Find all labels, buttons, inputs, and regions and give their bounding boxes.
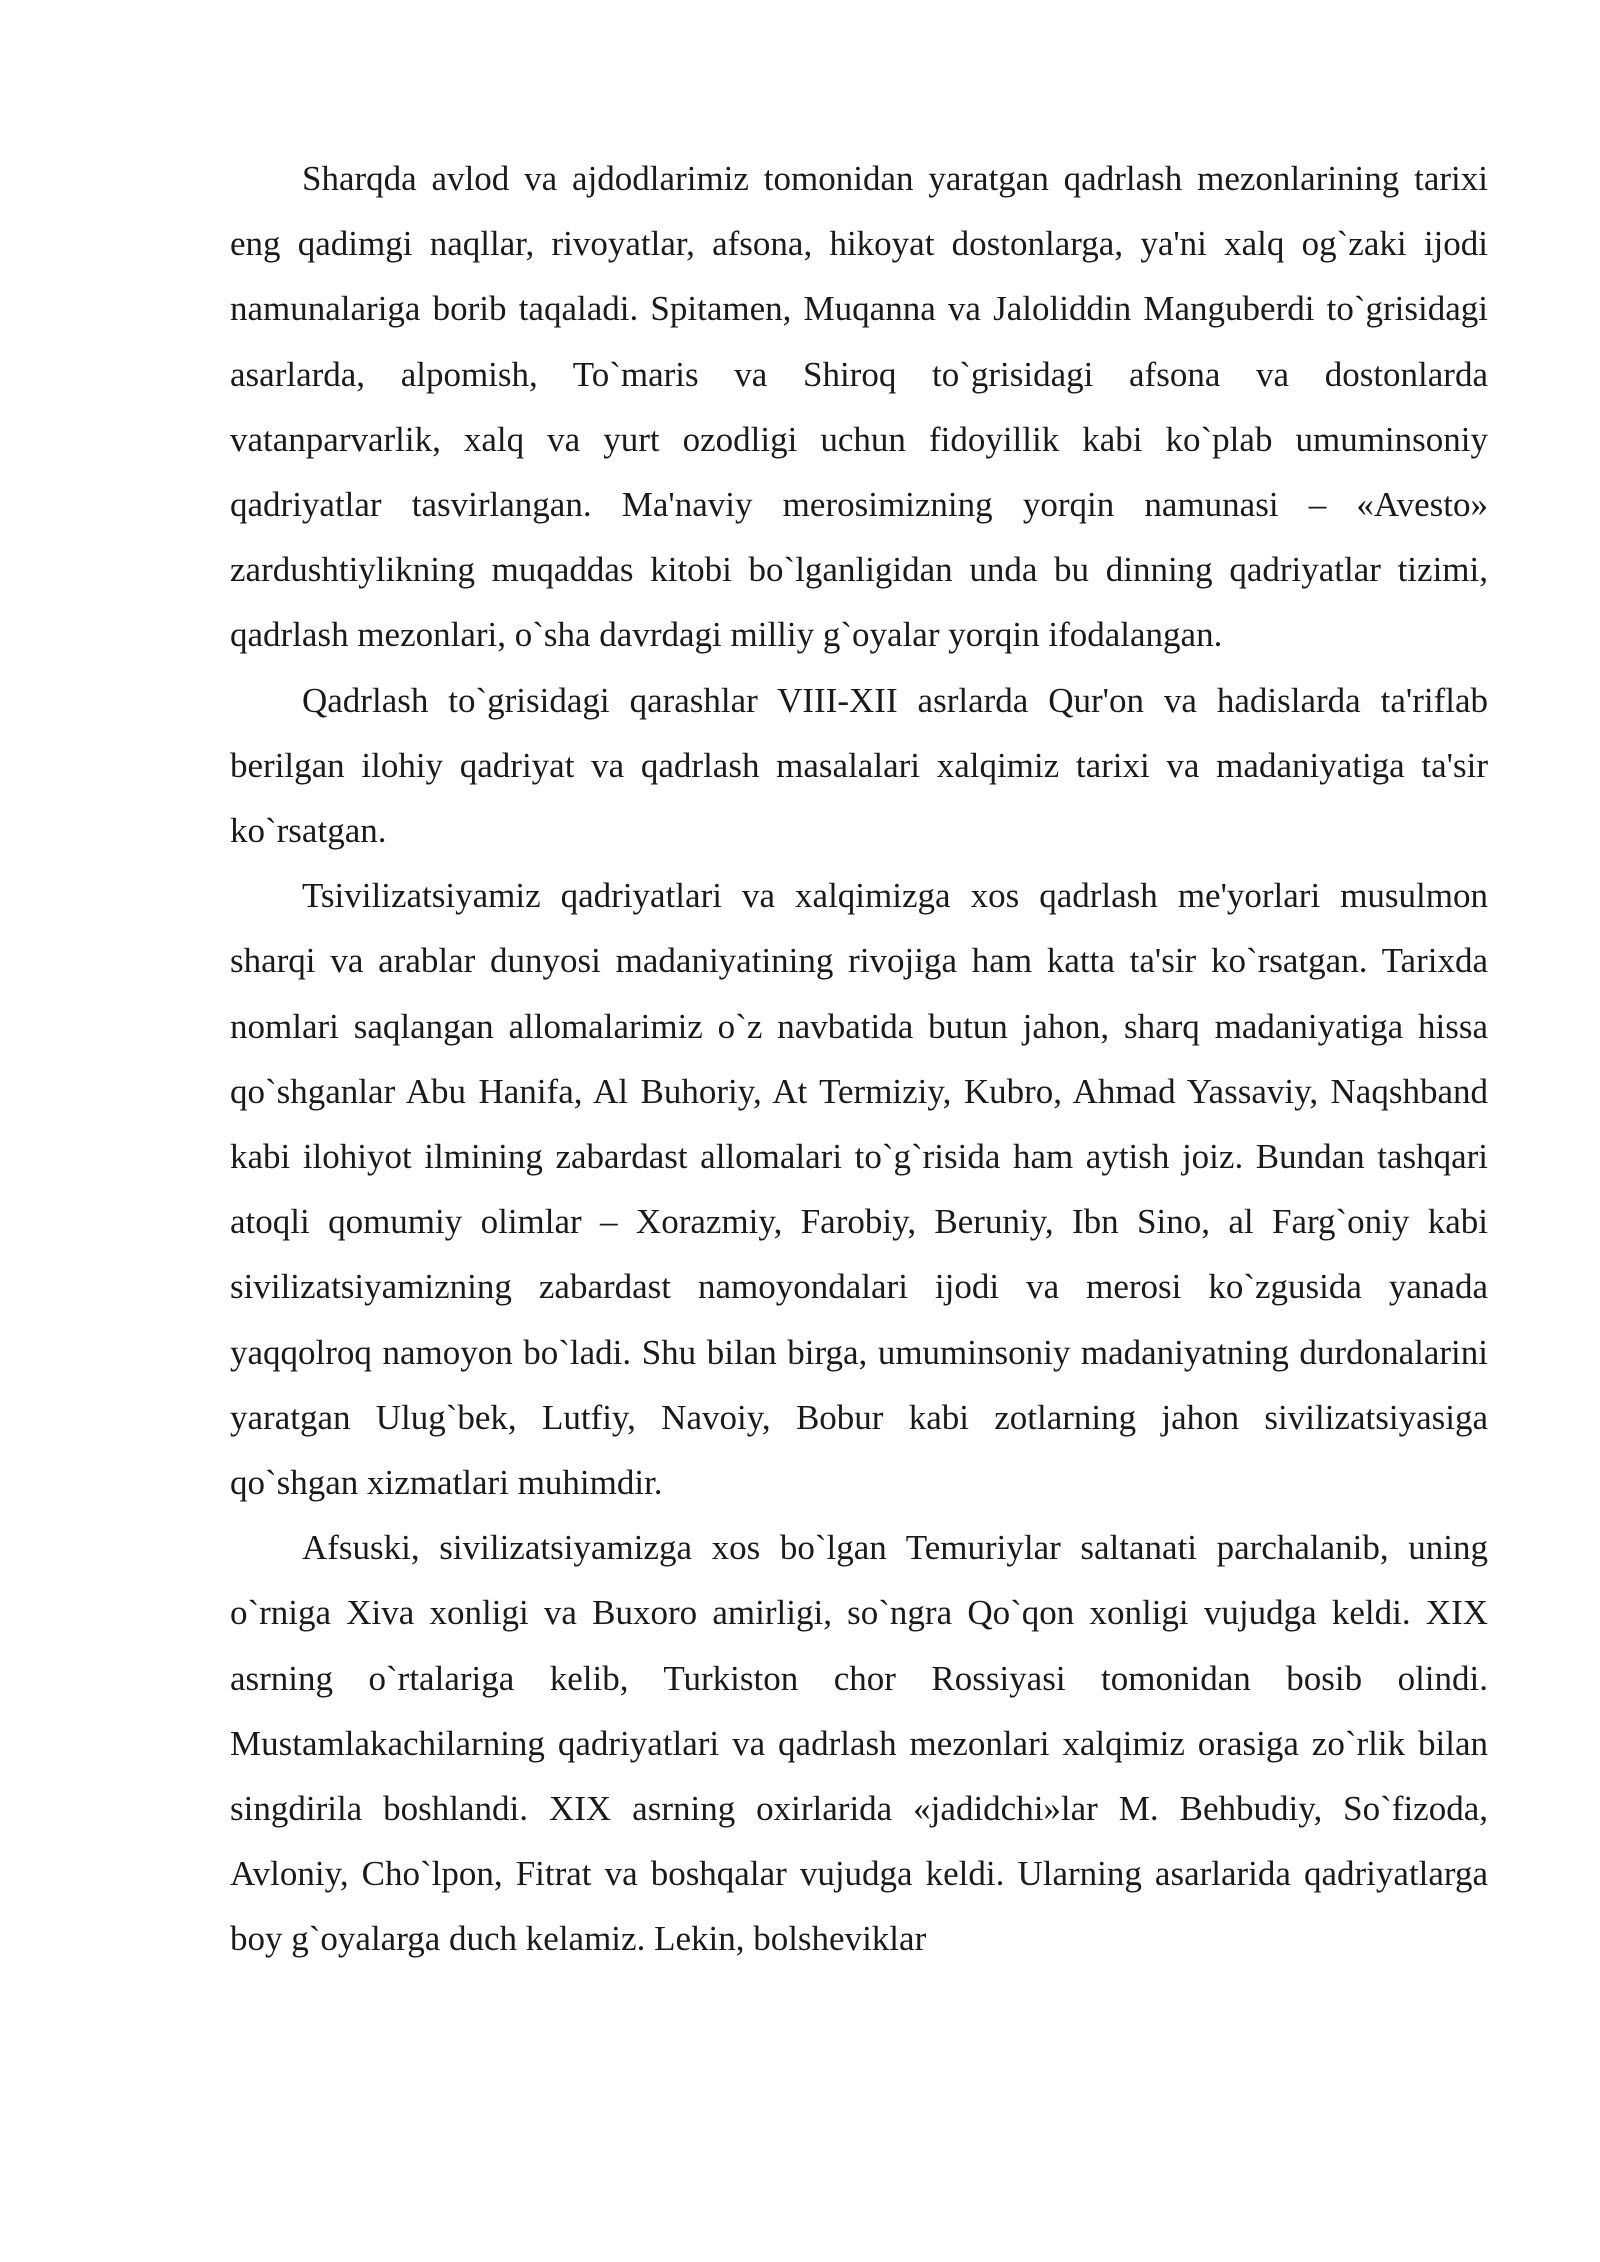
paragraph-2: Qadrlash to`grisidagi qarashlar VIII-XII asrlarda Qur'on va hadislarda ta'riflab berilgan ilohiy qadriyat va qadrlash masalalari xalqimiz tarixi va madaniyatiga ta'sir ko`rsatgan. xyxy=(230,680,1488,851)
document-body xyxy=(230,146,1488,1972)
paragraph-3: Tsivilizatsiyamiz qadriyatlari va xalqimizga xos qadrlash me'yorlari musulmon sharqi va arablar dunyosi madaniyatining rivojiga ham katta ta'sir ko`rsatgan. Tarixda nomlari saqlangan allomalarimiz o`z navbatida butun jahon, sharq madaniyatiga hissa qo`shganlar Abu Hanifa, Al Buhoriy, At Termiziy, Kubro, Ahmad Yassaviy, Naqshband kabi ilohiyot ilmining zabardast allomalari to`g`risida ham aytish joiz. Bundan tashqari atoqli qomumiy olimlar – Xorazmiy, Farobiy, Beruniy, Ibn Sino, al Farg`oniy kabi sivilizatsiyamizning zabardast namoyondalari ijodi va merosi ko`zgusida yanada yaqqolroq namoyon bo`ladi. Shu bilan birga, umuminsoniy madaniyatning durdonalarini yaratgan Ulug`bek, Lutfiy, Navoiy, Bobur kabi zotlarning jahon sivilizatsiyasiga qo`shgan xizmatlari muhimdir. xyxy=(230,876,1488,1503)
paragraph-1: Sharqda avlod va ajdodlarimiz tomonidan yaratgan qadrlash mezonlarining tarixi eng qadimgi naqllar, rivoyatlar, afsona, hikoyat dostonlarga, ya'ni xalq og`zaki ijodi namunalariga borib taqaladi. Spitamen, Muqanna va Jaloliddin Manguberdi to`grisidagi asarlarda, alpomish, To`maris va Shiroq to`grisidagi afsona va dostonlarda vatanparvarlik, xalq va yurt ozodligi uchun fidoyillik kabi ko`plab umuminsoniy qadriyatlar tasvirlangan. Ma'naviy merosimizning yorqin namunasi – «Avesto» zardushtiylikning muqaddas kitobi bo`lganligidan unda bu dinning qadriyatlar tizimi, qadrlash mezonlari, o`sha davrdagi milliy g`oyalar yorqin ifodalangan. xyxy=(230,159,1488,655)
paragraph-4: Afsuski, sivilizatsiyamizga xos bo`lgan Temuriylar saltanati parchalanib, uning o`rniga Xiva xonligi va Buxoro amirligi, so`ngra Qo`qon xonligi vujudga keldi. XIX asrning o`rtalariga kelib, Turkiston chor Rossiyasi tomonidan bosib olindi. Mustamlakachilarning qadriyatlari va qadrlash mezonlari xalqimiz orasiga zo`rlik bilan singdirila boshlandi. XIX asrning oxirlarida «jadidchi»lar M. Behbudiy, So`fizoda, Avloniy, Cho`lpon, Fitrat va boshqalar vujudga keldi. Ularning asarlarida qadriyatlarga boy g`oyalarga duch kelamiz. Lekin, bolsheviklar xyxy=(230,1528,1488,1959)
